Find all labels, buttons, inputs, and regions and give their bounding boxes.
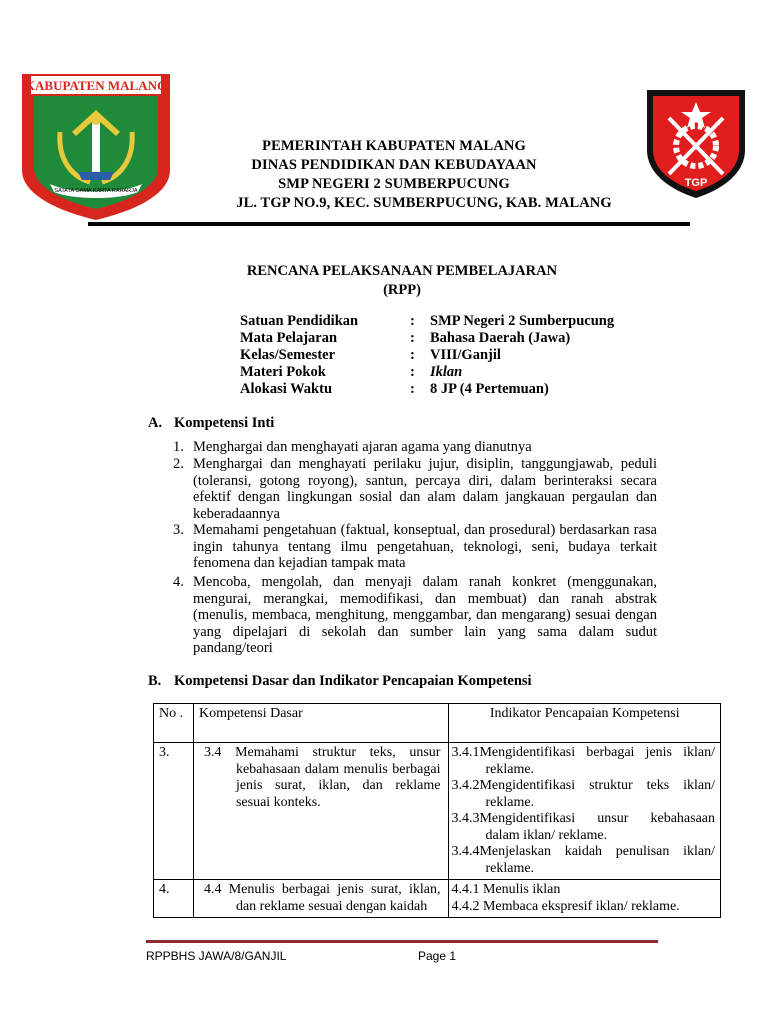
row-ipk (449, 743, 721, 880)
info-label: Mata Pelajaran (240, 330, 338, 346)
info-label: Alokasi Waktu (240, 381, 333, 397)
ipk-item: 4.4.1 Menulis iklan (451, 882, 561, 897)
ipk-item: 3.4.3Mengidentifikasi unsur kebahasaan dalam iklan/ reklame. (451, 811, 715, 843)
section-title: Kompetensi Dasar dan Indikator Pencapaian Kompetensi (174, 673, 532, 689)
row-kd: 3.4 Memahami struktur teks, unsur kebahasaan dalam menulis berbagai jenis surat, iklan, dan reklame sesuai konteks. (193, 743, 449, 880)
item-number: 4. (173, 574, 184, 590)
ipk-item: 3.4.2Mengidentifikasi struktur teks iklan/ reklame. (451, 778, 715, 810)
table-header-row (154, 704, 721, 743)
header-kd: Kompetensi Dasar (193, 704, 449, 743)
kd-table (153, 703, 721, 918)
info-colon: : (410, 347, 415, 363)
info-label: Materi Pokok (240, 364, 326, 380)
footer-rule (146, 940, 658, 943)
logo-banner-text: KABUPATEN MALANG (24, 78, 168, 93)
footer-doc-code: RPPBHS JAWA/8/GANJIL (146, 949, 287, 963)
header-ipk: Indikator Pencapaian Kompetensi (449, 704, 721, 743)
info-value: SMP Negeri 2 Sumberpucung (430, 313, 615, 329)
item-text: Mencoba, mengolah, dan menyaji dalam ranah konkret (menggunakan, mengurai, merangkai, memodifikasi, dan membuat) dan ranah abstrak (menulis, membaca, menghitung, menggambar, dan mengarang) sesuai dengan yang dipelajari di sekolah dan sumber lain yang sama dalam sudut pandang/teori (193, 574, 657, 656)
item-number: 3. (173, 522, 184, 538)
header-line-4: JL. TGP NO.9, KEC. SUMBERPUCUNG, KAB. MALANG (236, 195, 612, 211)
table-row (154, 880, 721, 918)
row-no: 3. (154, 743, 194, 880)
section-letter: B. (148, 673, 162, 689)
section-title: Kompetensi Inti (174, 415, 275, 431)
section-letter: A. (148, 415, 163, 431)
doc-title-line-1: RENCANA PELAKSANAAN PEMBELAJARAN (246, 263, 558, 279)
item-number: 2. (173, 456, 184, 472)
header-line-2: DINAS PENDIDIKAN DAN KEBUDAYAAN (251, 157, 537, 173)
row-no: 4. (154, 880, 194, 918)
header-line-3: SMP NEGERI 2 SUMBERPUCUNG (278, 176, 510, 192)
ipk-item: 3.4.1Mengidentifikasi berbagai jenis iklan/ reklame. (451, 745, 715, 777)
info-value: Iklan (430, 364, 463, 380)
ipk-item: 4.4.2 Membaca ekspresif iklan/ reklame. (451, 898, 680, 914)
row-ipk (449, 880, 721, 918)
ipk-item: 3.4.4Menjelaskan kaidah penulisan iklan/ reklame. (451, 844, 715, 876)
doc-title-line-2: (RPP) (383, 282, 421, 298)
item-text: Memahami pengetahuan (faktual, konseptual, dan prosedural) berdasarkan rasa ingin tahunya tentang ilmu pengetahuan, teknologi, seni, budaya terkait fenomena dan kejadian tampak mata (193, 522, 657, 571)
info-value: VIII/Ganjil (430, 347, 501, 363)
row-kd: 4.4 Menulis berbagai jenis surat, iklan, dan reklame sesuai dengan kaidah (193, 880, 449, 918)
header-rule (88, 222, 690, 226)
table-row (154, 743, 721, 880)
info-label: Satuan Pendidikan (240, 313, 359, 329)
footer-page-number: Page 1 (418, 949, 457, 963)
header-no: No . (154, 704, 194, 743)
item-text: Menghargai dan menghayati perilaku jujur, disiplin, tanggungjawab, peduli (toleransi, gotong royong), santun, percaya diri, dalam berinteraksi secara efektif dengan lingkungan sosial dan alam dalam jangkauan pergaulan dan keberadaannya (193, 456, 657, 522)
info-value: 8 JP (4 Pertemuan) (430, 381, 549, 397)
item-number: 1. (173, 439, 184, 455)
info-colon: : (410, 381, 415, 397)
info-colon: : (410, 364, 415, 380)
info-colon: : (410, 330, 415, 346)
item-text: Menghargai dan menghayati ajaran agama yang dianutnya (193, 439, 532, 455)
info-label: Kelas/Semester (240, 347, 336, 363)
info-value: Bahasa Daerah (Jawa) (430, 330, 571, 346)
header-line-1: PEMERINTAH KABUPATEN MALANG (262, 138, 526, 154)
logo-motto: SATATA GAMA KARTA RAHARJA (54, 188, 138, 194)
tgp-text: TGP (684, 177, 708, 189)
info-colon: : (410, 313, 415, 329)
